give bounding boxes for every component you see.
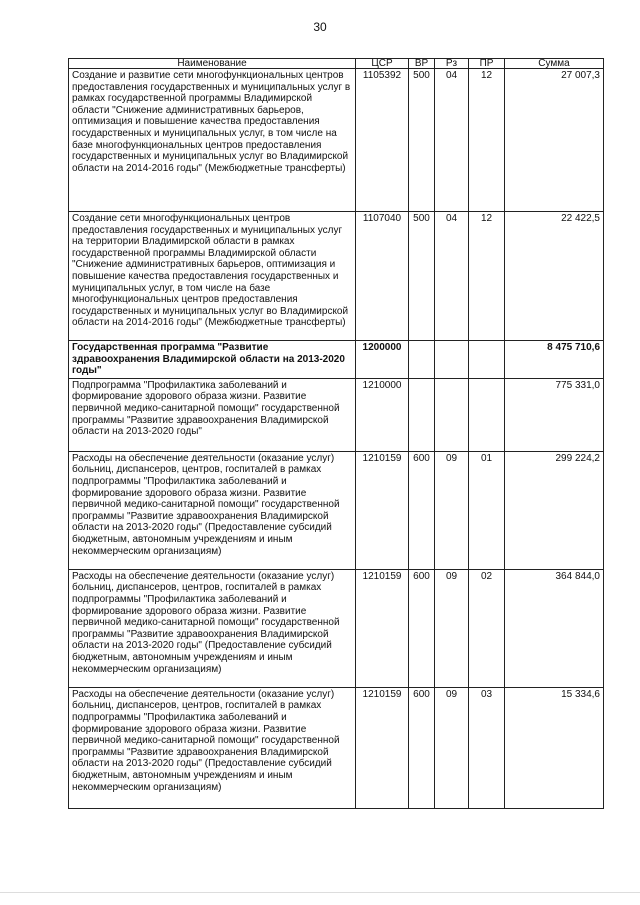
table-row bbox=[69, 69, 604, 212]
row-rz: 09 bbox=[435, 687, 469, 808]
header-name: Наименование bbox=[69, 59, 356, 69]
row-code: 1210159 bbox=[356, 687, 409, 808]
page-bottom-edge bbox=[0, 892, 640, 893]
row-vr: 600 bbox=[409, 687, 435, 808]
row-name: Государственная программа "Развитие здравоохранения Владимирской области на 2013-2020 годы" bbox=[69, 341, 356, 379]
row-vr bbox=[409, 341, 435, 379]
table-row bbox=[69, 341, 604, 379]
row-name: Создание сети многофункциональных центров предоставления государственных и муниципальных услуг на территории Владимирской области в рамках государственной программы Владимирской области "Снижение административных барьеров, оптимизация и повышение качества предоставления государственных и муниципальных услуг, в том числе на базе многофункциональных центров предоставления государственных и муниципальных услуг во Владимирской области на 2014-2016 годы" (Межбюджетные трансферты) bbox=[69, 212, 356, 341]
header-sum: Сумма bbox=[505, 59, 604, 69]
row-name: Расходы на обеспечение деятельности (оказание услуг) больниц, диспансеров, центров, госпиталей в рамках подпрограммы "Профилактика заболеваний и формирование здорового образа жизни. Развитие первичной медико-санитарной помощи" государственной программы "Развитие здравоохранения Владимирской области на 2013-2020 годы" (Предоставление субсидий бюджетным, автономным учреждениям и иным некоммерческим организациям) bbox=[69, 569, 356, 687]
row-rz bbox=[435, 341, 469, 379]
row-name: Создание и развитие сети многофункциональных центров предоставления государственных и муниципальных услуг в рамках государственной программы Владимирской области "Снижение административных барьеров, оптимизация и повышение качества предоставления государственных и муниципальных услуг, в том числе на базе многофункциональных центров предоставления государственных и муниципальных услуг во Владимирской области на 2014-2016 годы" (Межбюджетные трансферты) bbox=[69, 69, 356, 212]
row-pr bbox=[469, 341, 505, 379]
table-row bbox=[69, 451, 604, 569]
row-sum: 299 224,2 bbox=[505, 451, 604, 569]
row-rz: 04 bbox=[435, 212, 469, 341]
row-pr: 03 bbox=[469, 687, 505, 808]
row-sum: 775 331,0 bbox=[505, 378, 604, 451]
row-vr: 600 bbox=[409, 569, 435, 687]
header-vr: ВР bbox=[409, 59, 435, 69]
row-pr: 01 bbox=[469, 451, 505, 569]
row-code: 1210159 bbox=[356, 451, 409, 569]
row-sum: 27 007,3 bbox=[505, 69, 604, 212]
row-sum: 22 422,5 bbox=[505, 212, 604, 341]
row-name: Расходы на обеспечение деятельности (оказание услуг) больниц, диспансеров, центров, госпиталей в рамках подпрограммы "Профилактика заболеваний и формирование здорового образа жизни. Развитие первичной медико-санитарной помощи" государственной программы "Развитие здравоохранения Владимирской области на 2013-2020 годы" (Предоставление субсидий бюджетным, автономным учреждениям и иным некоммерческим организациям) bbox=[69, 687, 356, 808]
row-rz: 04 bbox=[435, 69, 469, 212]
row-pr bbox=[469, 378, 505, 451]
row-vr: 600 bbox=[409, 451, 435, 569]
row-pr: 02 bbox=[469, 569, 505, 687]
page-number: 30 bbox=[313, 20, 327, 34]
row-pr: 12 bbox=[469, 69, 505, 212]
row-code: 1105392 bbox=[356, 69, 409, 212]
row-code: 1210159 bbox=[356, 569, 409, 687]
row-name: Расходы на обеспечение деятельности (оказание услуг) больниц, диспансеров, центров, госпиталей в рамках подпрограммы "Профилактика заболеваний и формирование здорового образа жизни. Развитие первичной медико-санитарной помощи" государственной программы "Развитие здравоохранения Владимирской области на 2013-2020 годы" (Предоставление субсидий бюджетным, автономным учреждениям и иным некоммерческим организациям) bbox=[69, 451, 356, 569]
header-rz: Рз bbox=[435, 59, 469, 69]
row-vr: 500 bbox=[409, 69, 435, 212]
row-code: 1107040 bbox=[356, 212, 409, 341]
row-pr: 12 bbox=[469, 212, 505, 341]
row-rz: 09 bbox=[435, 451, 469, 569]
table-header-row bbox=[69, 59, 604, 69]
row-vr bbox=[409, 378, 435, 451]
row-name: Подпрограмма "Профилактика заболеваний и формирование здорового образа жизни. Развитие первичной медико-санитарной помощи" государственной программы "Развитие здравоохранения Владимирской области на 2013-2020 годы" bbox=[69, 378, 356, 451]
row-sum: 364 844,0 bbox=[505, 569, 604, 687]
row-code: 1210000 bbox=[356, 378, 409, 451]
table-row bbox=[69, 687, 604, 808]
row-rz bbox=[435, 378, 469, 451]
row-rz: 09 bbox=[435, 569, 469, 687]
table-row bbox=[69, 569, 604, 687]
header-pr: ПР bbox=[469, 59, 505, 69]
header-code: ЦСР bbox=[356, 59, 409, 69]
table-row bbox=[69, 212, 604, 341]
table-row bbox=[69, 378, 604, 451]
row-sum: 15 334,6 bbox=[505, 687, 604, 808]
row-code: 1200000 bbox=[356, 341, 409, 379]
row-sum: 8 475 710,6 bbox=[505, 341, 604, 379]
budget-table bbox=[68, 58, 604, 809]
row-vr: 500 bbox=[409, 212, 435, 341]
